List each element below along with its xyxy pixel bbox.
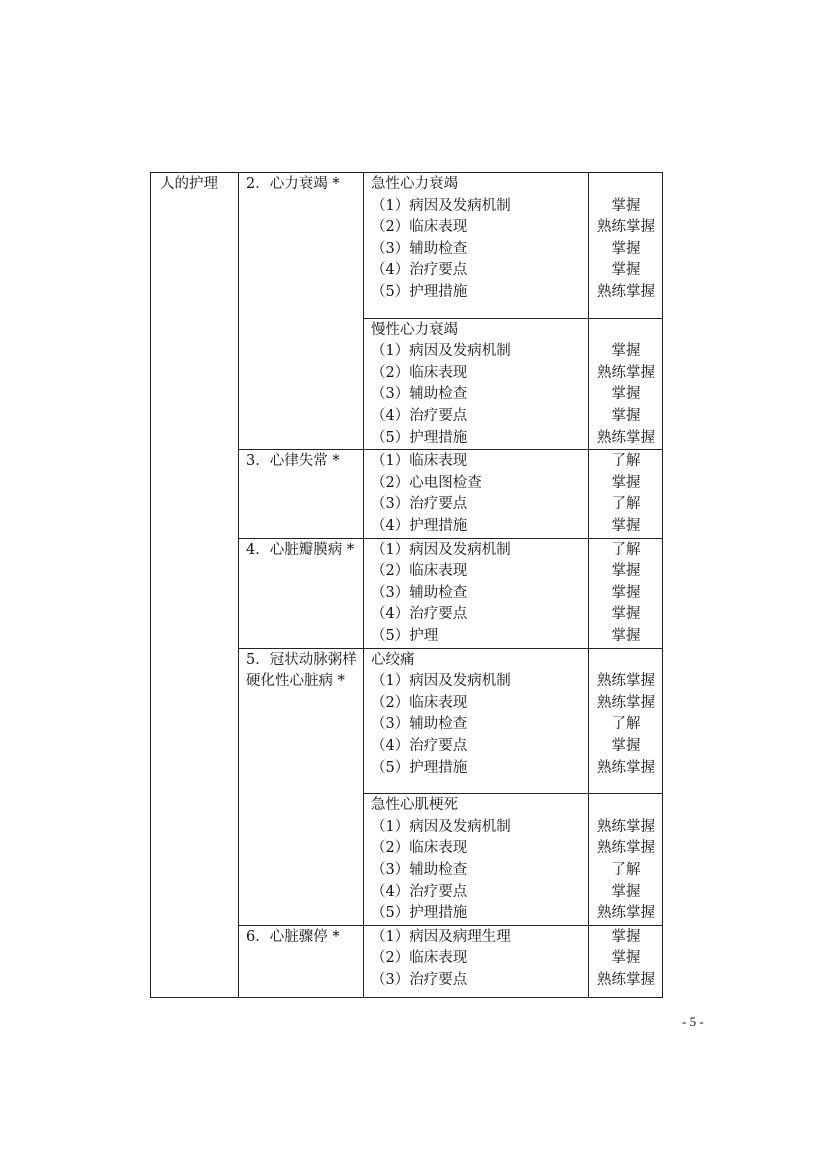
item-text: （5）护理措施 (371, 905, 468, 922)
item-text: （4）治疗要点 (371, 883, 468, 900)
requirement-level: 熟练掌握 (597, 759, 655, 776)
requirement-level: 了解 (611, 496, 641, 513)
item-text: （1）病因及病理生理 (371, 928, 511, 945)
requirement-level: 掌握 (611, 950, 641, 967)
item-text: （4）治疗要点 (371, 408, 468, 424)
item-text: （4）护理措施 (371, 518, 468, 534)
requirement-level: 熟练掌握 (597, 673, 655, 690)
item-text: （5）护理措施 (371, 759, 468, 776)
topic-title: 2．心力衰竭 * (246, 176, 340, 192)
item-text: （5）护理措施 (371, 429, 468, 446)
block-divider (363, 318, 663, 319)
item-text: （4）治疗要点 (371, 606, 468, 623)
subtopic-heading: 慢性心力衰竭 (371, 321, 458, 338)
syllabus-table (150, 172, 663, 998)
requirement-level: 掌握 (611, 883, 641, 900)
item-text: （4）治疗要点 (371, 738, 468, 754)
item-text: （3）辅助检查 (371, 862, 468, 878)
item-text: （2）临床表现 (371, 219, 468, 236)
table-left-border (150, 172, 151, 998)
requirement-level: 掌握 (611, 197, 641, 214)
item-text: （5）护理 (371, 628, 439, 644)
item-text: （2）临床表现 (371, 694, 468, 711)
block-divider (363, 793, 663, 794)
requirement-level: 掌握 (611, 628, 641, 644)
column-divider-1 (238, 172, 239, 998)
requirement-level: 掌握 (611, 518, 641, 534)
item-text: （2）临床表现 (371, 840, 468, 857)
item-text: （4）治疗要点 (371, 262, 468, 279)
page-number: - 5 - (682, 1014, 704, 1029)
table-bottom-border (150, 997, 663, 998)
subtopic-heading: 急性心力衰竭 (371, 176, 458, 192)
requirement-level: 掌握 (611, 474, 641, 491)
item-text: （3）辅助检查 (371, 716, 468, 733)
requirement-level: 熟练掌握 (597, 429, 655, 446)
topic-divider (238, 449, 663, 450)
item-text: （3）治疗要点 (371, 496, 468, 513)
requirement-level: 掌握 (611, 584, 641, 601)
item-text: （1）病因及发病机制 (371, 818, 511, 835)
requirement-level: 了解 (611, 862, 641, 878)
item-text: （3）辅助检查 (371, 386, 468, 403)
requirement-level: 了解 (611, 453, 641, 470)
item-text: （3）辅助检查 (371, 584, 468, 601)
requirement-level: 熟练掌握 (597, 818, 655, 835)
requirement-level: 掌握 (611, 408, 641, 424)
item-text: （1）病因及发病机制 (371, 673, 511, 690)
item-text: （5）护理措施 (371, 284, 468, 300)
topic-divider (238, 538, 663, 539)
topic-title: 4．心脏瓣膜病 * (246, 541, 355, 558)
item-text: （3）治疗要点 (371, 972, 468, 988)
requirement-level: 熟练掌握 (597, 972, 655, 988)
topic-divider (238, 648, 663, 649)
requirement-level: 熟练掌握 (597, 364, 655, 381)
item-text: （1）病因及发病机制 (371, 197, 511, 214)
requirement-level: 了解 (611, 541, 641, 558)
requirement-level: 熟练掌握 (597, 284, 655, 300)
table-top-border (150, 172, 663, 173)
item-text: （2）临床表现 (371, 950, 468, 967)
item-text: （2）临床表现 (371, 563, 468, 580)
requirement-level: 了解 (611, 716, 641, 733)
subtopic-heading: 急性心肌梗死 (371, 797, 458, 814)
requirement-level: 掌握 (611, 386, 641, 403)
requirement-level: 熟练掌握 (597, 694, 655, 711)
requirement-level: 熟练掌握 (597, 219, 655, 236)
item-text: （2）心电图检查 (371, 474, 482, 491)
requirement-level: 掌握 (611, 563, 641, 580)
requirement-level: 掌握 (611, 262, 641, 279)
item-text: （1）临床表现 (371, 453, 468, 470)
subtopic-heading: 心绞痛 (371, 651, 415, 668)
requirement-level: 掌握 (611, 738, 641, 754)
requirement-level: 掌握 (611, 928, 641, 945)
requirement-level: 掌握 (611, 240, 641, 257)
section-title: 人的护理 (160, 176, 218, 192)
item-text: （3）辅助检查 (371, 240, 468, 257)
requirement-level: 熟练掌握 (597, 840, 655, 857)
topic-divider (238, 925, 663, 926)
column-divider-2 (363, 172, 364, 998)
topic-title: 5．冠状动脉粥样 (246, 651, 357, 668)
item-text: （1）病因及发病机制 (371, 343, 511, 360)
requirement-level: 熟练掌握 (597, 905, 655, 922)
topic-title: 6．心脏骤停 * (246, 928, 340, 945)
topic-title: 3．心律失常 * (246, 453, 340, 470)
requirement-level: 掌握 (611, 343, 641, 360)
item-text: （1）病因及发病机制 (371, 541, 511, 558)
topic-title: 硬化性心脏病 * (246, 673, 345, 690)
item-text: （2）临床表现 (371, 364, 468, 381)
requirement-level: 掌握 (611, 606, 641, 623)
